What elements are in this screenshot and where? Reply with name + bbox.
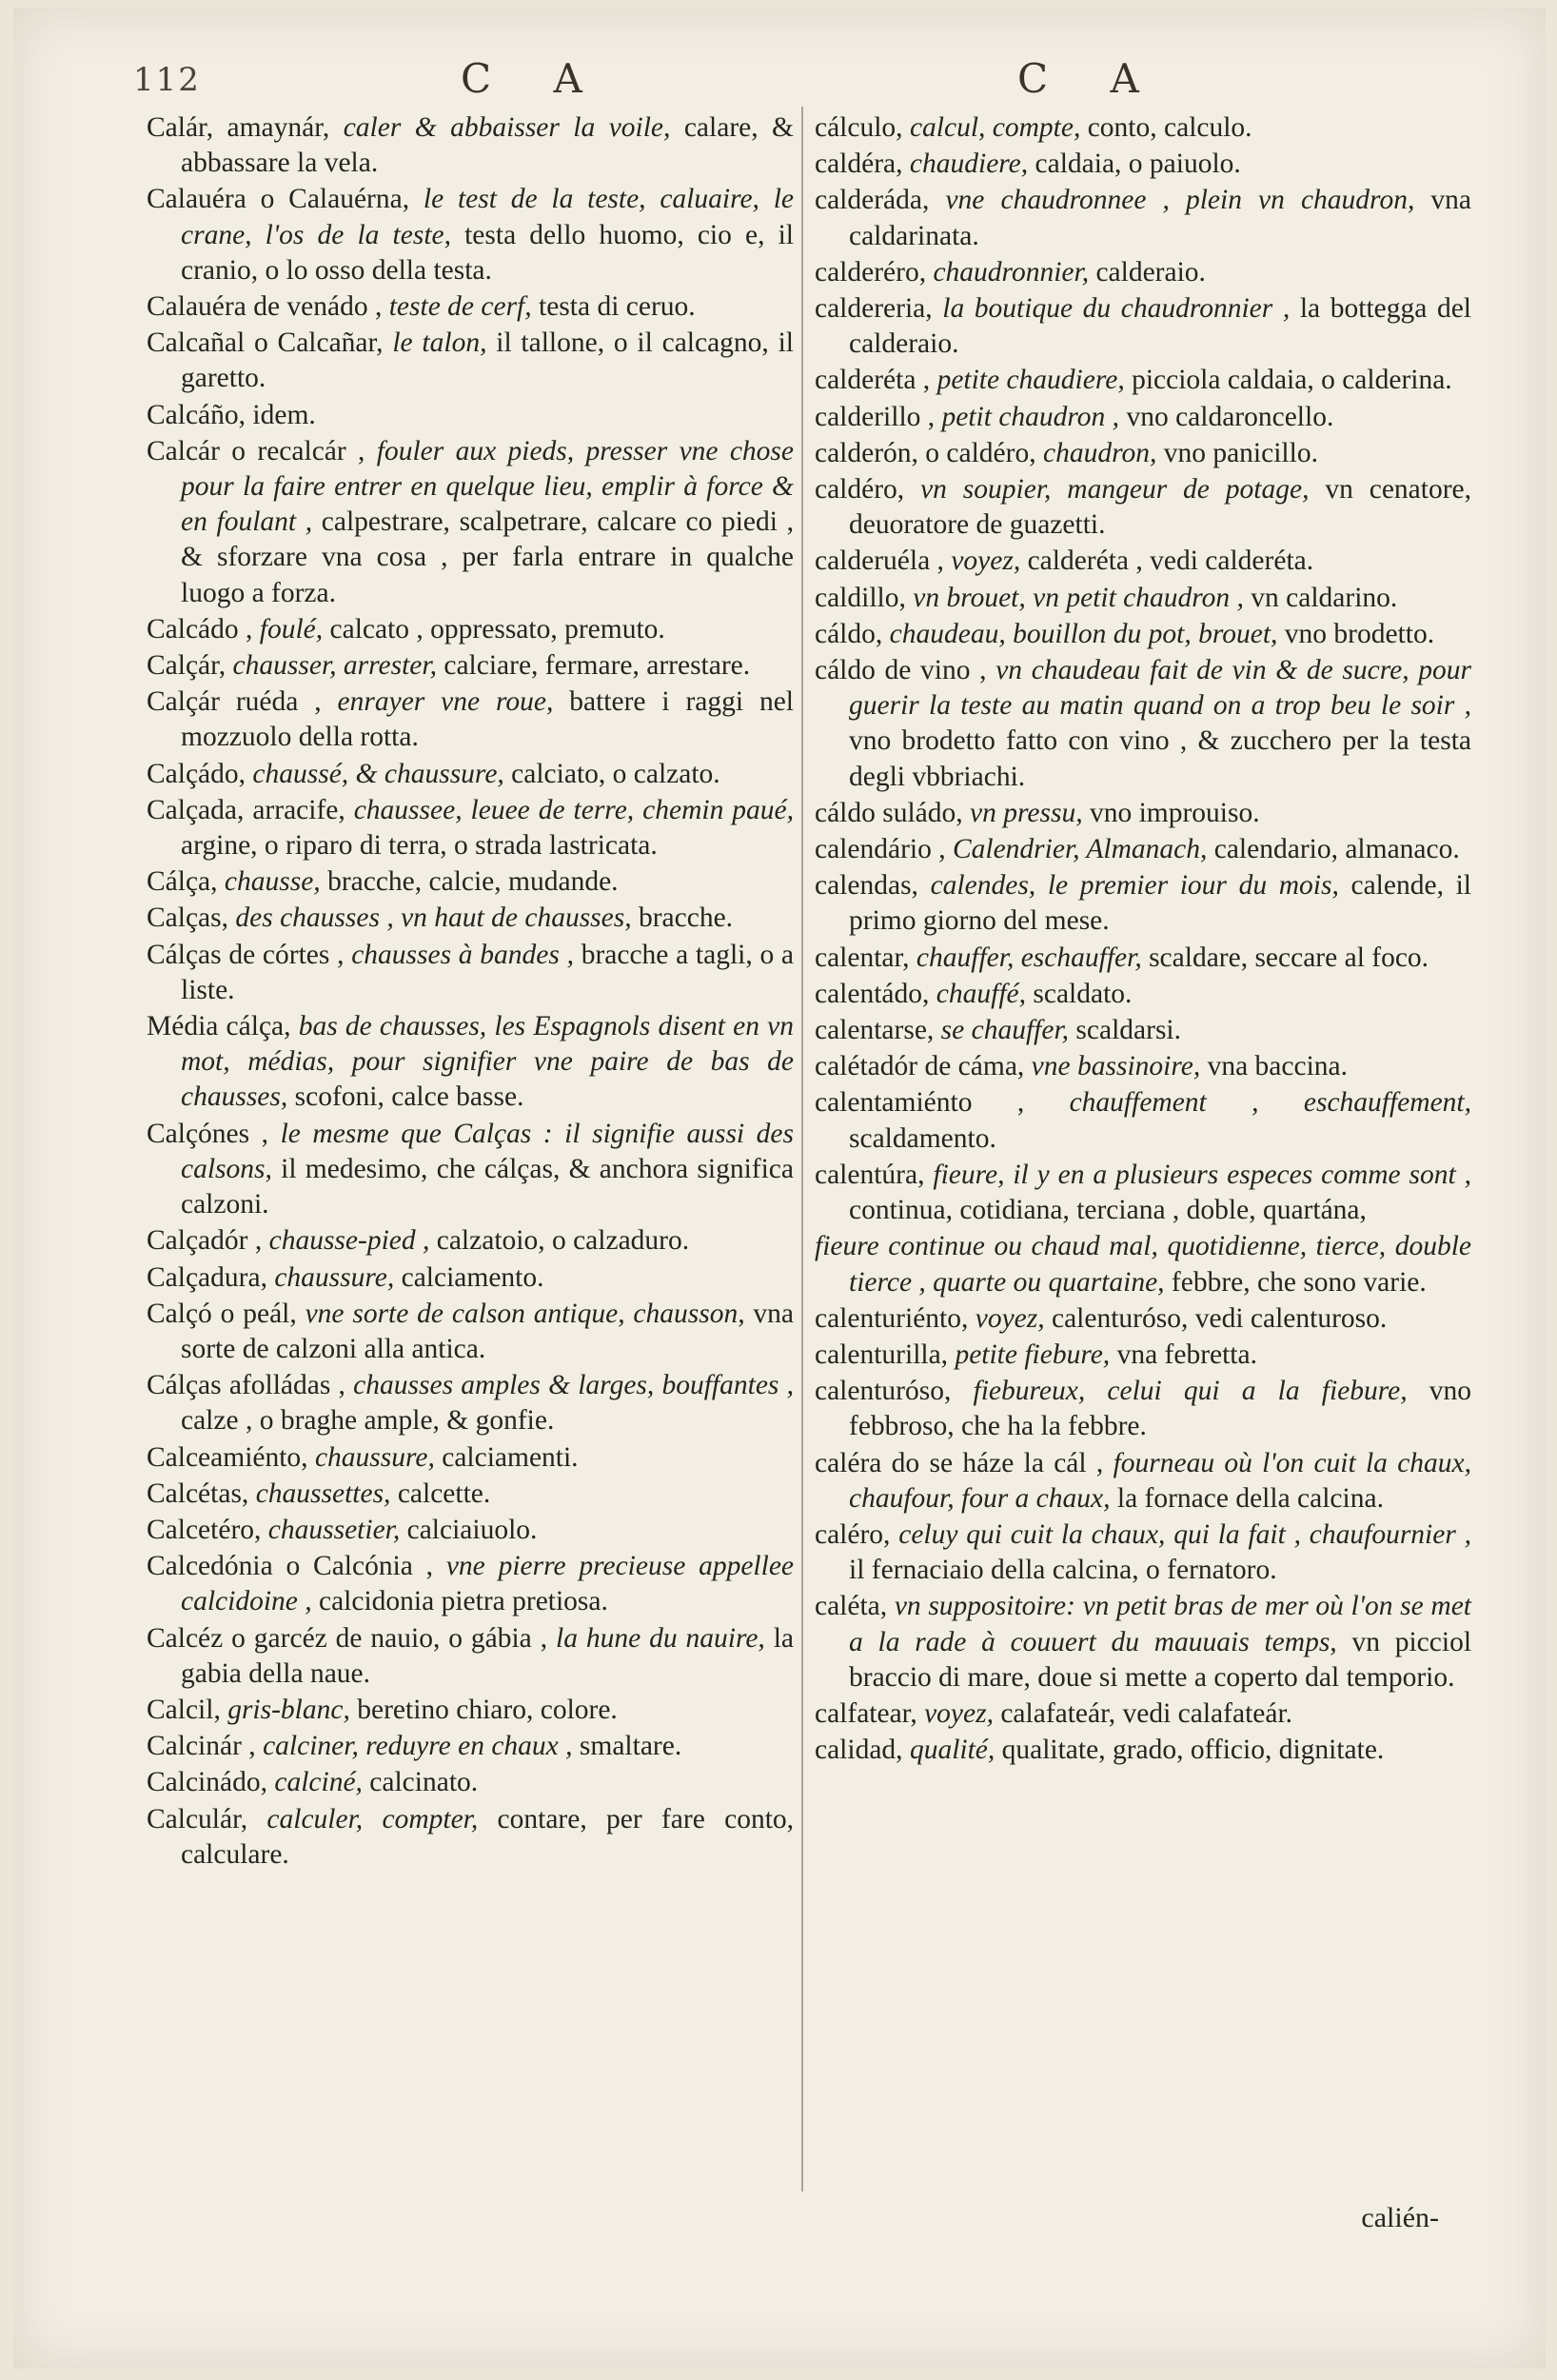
dictionary-entry — [815, 1301, 1471, 1337]
entry-french: vn pressu, — [970, 797, 1083, 828]
entry-headword: Calcañal o Calcañar, — [147, 327, 384, 359]
entry-french: vn suppositoire: vn petit bras de mer où l'on se met a la rade à couuert du mauuais temps, — [849, 1591, 1472, 1657]
entry-italian: testa dello huomo, cio e, il cranio, o lo osso della testa. — [181, 219, 794, 286]
entry-headword: calderáda, — [815, 185, 930, 216]
entry-italian: vno brodetto. — [1284, 618, 1435, 649]
entry-french: le talon, — [392, 327, 487, 359]
dictionary-entry — [815, 472, 1471, 543]
entry-italian: bracche. — [638, 902, 734, 934]
entry-headword: caldillo, — [815, 582, 906, 613]
entry-headword: cálculo, — [815, 112, 903, 143]
entry-french: chaussure, — [274, 1261, 395, 1293]
entry-italian: febbre, che sono varie. — [1171, 1266, 1427, 1298]
entry-italian: calcidonia pietra pretiosa. — [319, 1586, 608, 1617]
entry-italian: vno febbroso, che ha la febbre. — [849, 1376, 1472, 1442]
dictionary-entry — [147, 1802, 794, 1873]
dictionary-entry — [815, 617, 1471, 652]
entry-italian: picciola caldaia, o calderina. — [1132, 365, 1452, 396]
entry-italian: calzatoio, o calzaduro. — [436, 1225, 690, 1257]
entry-french: gris-blanc, — [227, 1694, 350, 1725]
entry-headword: calfatear, — [815, 1697, 917, 1729]
entry-french: chausse-pied , — [268, 1225, 430, 1257]
entry-headword: calidad, — [815, 1735, 903, 1766]
entry-headword: Calçár ruéda , — [147, 686, 322, 718]
dictionary-entry — [815, 1517, 1471, 1588]
dictionary-entry — [815, 1696, 1471, 1732]
entry-italian: continua, cotidiana, terciana , doble, quartána, — [849, 1195, 1367, 1226]
dictionary-entry — [815, 363, 1471, 398]
entry-italian: la gabia della naue. — [181, 1622, 795, 1689]
entry-french: chaussettes, — [255, 1478, 391, 1509]
entry-headword: calenturiénto, — [815, 1302, 969, 1334]
entry-headword: calentar, — [815, 942, 910, 973]
entry-french: la boutique du chaudronnier , — [942, 293, 1291, 325]
dictionary-entry — [815, 1085, 1471, 1156]
entry-italian: la bottegga del calderaio. — [849, 293, 1471, 360]
entry-italian: il tallone, o il calcagno, il garetto. — [181, 327, 794, 394]
entry-italian: vn picciol braccio di mare, doue si mette a coperto dal temporio. — [849, 1626, 1472, 1693]
entry-headword: Calçadór , — [147, 1225, 263, 1257]
entry-french: le mesme que Calças : il signifie aussi des calsons, — [181, 1118, 794, 1184]
entry-headword: Calçár, — [147, 650, 227, 682]
dictionary-entry — [815, 1589, 1471, 1696]
entry-italian: calciamento. — [401, 1261, 544, 1293]
entry-italian: calderéta , vedi calderéta. — [1027, 545, 1314, 577]
entry-italian: vna caldarinata. — [849, 185, 1472, 251]
dictionary-entry — [815, 400, 1471, 435]
dictionary-entry — [815, 977, 1471, 1012]
entry-french: chausses à bandes , — [351, 939, 574, 970]
entry-headword: caléro, — [815, 1518, 891, 1550]
column-divider — [801, 107, 803, 2192]
dictionary-entry — [147, 1477, 794, 1512]
entry-italian: caldaia, o paiuolo. — [1035, 149, 1241, 180]
dictionary-entry — [815, 1229, 1471, 1299]
entry-french: se chauffer, — [940, 1015, 1070, 1046]
entry-headword: calentamiénto , — [815, 1087, 1025, 1119]
dictionary-entry — [815, 436, 1471, 471]
dictionary-entry — [815, 941, 1471, 976]
entry-french: qualité, — [909, 1735, 995, 1766]
entry-headword: cáldo de vino , — [815, 655, 987, 686]
entry-italian: qualitate, grado, officio, dignitate. — [1001, 1735, 1385, 1766]
entry-italian: calare, & abbassare la vela. — [181, 112, 794, 179]
entry-french: chaudron, — [1042, 437, 1157, 468]
entry-italian: scaldato. — [1033, 978, 1133, 1009]
entry-italian: argine, o riparo di terra, o strada lastricata. — [181, 830, 658, 862]
dictionary-entry — [147, 1549, 794, 1619]
entry-french: vn brouet, vn petit chaudron , — [913, 582, 1244, 613]
dictionary-entry — [815, 832, 1471, 867]
entry-french: bas de chausses, les Espagnols disent en vn mot, médias, pour signifier vne paire de bas de chausses, — [181, 1011, 795, 1113]
dictionary-entry — [147, 648, 794, 684]
dictionary-entry — [147, 793, 794, 863]
entry-italian: vna febretta. — [1116, 1339, 1257, 1370]
dictionary-entry — [147, 901, 794, 936]
entry-french: chauffement , eschauffement, — [1069, 1087, 1471, 1119]
entry-french: fouler aux pieds, presser vne chose pour la faire entrer en quelque lieu, emplir à force & en foulant , — [181, 435, 795, 538]
dictionary-entry — [147, 684, 794, 755]
entry-italian: la fornace della calcina. — [1116, 1482, 1384, 1514]
dictionary-entry — [147, 938, 794, 1008]
entry-italian: calze , o braghe ample, & gonfie. — [181, 1405, 555, 1437]
entry-headword: calderón, o caldéro, — [815, 437, 1036, 468]
entry-french: calciner, reduyre en chaux , — [263, 1731, 573, 1762]
entry-headword: Calcedónia o Calcónia , — [147, 1551, 434, 1582]
entry-french: caler & abbaisser la voile, — [343, 112, 671, 143]
entry-italian: vno brodetto fatto con vino , & zucchero per la testa degli vbbriachi. — [849, 725, 1471, 792]
entry-french: petite fiebure, — [955, 1339, 1111, 1370]
dictionary-entry — [147, 398, 794, 433]
entry-french: chaudiere, — [909, 149, 1029, 180]
entry-headword: calétadór de cáma, — [815, 1051, 1025, 1082]
entry-french: calciné, — [274, 1767, 363, 1798]
dictionary-entry — [147, 864, 794, 900]
entry-french: calcul, compte, — [909, 112, 1081, 143]
dictionary-entry — [815, 868, 1471, 939]
entry-italian: vna baccina. — [1207, 1051, 1348, 1082]
dictionary-entry — [147, 1765, 794, 1800]
entry-french: chaussee, leuee de terre, chemin paué, — [353, 794, 794, 825]
entry-italian: vno panicillo. — [1163, 437, 1318, 468]
entry-french: celuy qui cuit la chaux, qui la fait , chaufournier , — [898, 1518, 1472, 1550]
entry-headword: cáldo, — [815, 618, 883, 649]
entry-italian: vna sorte de calzoni alla antica. — [181, 1298, 795, 1364]
entry-french: petit chaudron , — [941, 401, 1120, 432]
entry-italian: scaldare, seccare al foco. — [1149, 942, 1429, 973]
entry-headword: calentúra, — [815, 1159, 925, 1190]
entry-headword: caldéro, — [815, 474, 905, 506]
entry-headword: Calcinár , — [147, 1731, 256, 1762]
dictionary-page — [13, 8, 1546, 2369]
entry-headword: Calcil, — [147, 1694, 221, 1725]
entry-french: vn chaudeau fait de vin & de sucre, pour guerir la teste au matin quand on a trop beu le soir , — [849, 655, 1471, 722]
entry-italian: conto, calculo. — [1087, 112, 1252, 143]
entry-italian: calendario, almanaco. — [1213, 834, 1460, 865]
dictionary-entry — [815, 291, 1471, 362]
dictionary-entry — [815, 1374, 1471, 1444]
dictionary-entry — [815, 110, 1471, 146]
entry-headword: calderéta , — [815, 365, 931, 396]
dictionary-entry — [815, 183, 1471, 253]
entry-headword: caléra do se háze la cál , — [815, 1447, 1104, 1478]
entry-headword: calentarse, — [815, 1015, 935, 1046]
entry-headword: calderuéla , — [815, 545, 944, 577]
entry-french: foulé, — [259, 613, 324, 645]
entry-italian: calciaiuolo. — [406, 1514, 538, 1545]
entry-headword: Calçónes , — [147, 1118, 269, 1149]
entry-italian: vn cenatore, deuoratore de guazetti. — [849, 474, 1471, 541]
entry-italian: vn caldarino. — [1251, 582, 1398, 613]
entry-italian: calende, il primo giorno del mese. — [849, 870, 1471, 937]
dictionary-entry — [147, 1440, 794, 1476]
entry-french: chaussetier, — [267, 1514, 401, 1545]
dictionary-entry — [147, 1621, 794, 1692]
entry-italian: calcato , oppressato, premuto. — [329, 613, 665, 645]
entry-headword: Cálças de córtes , — [147, 939, 345, 970]
right-column-heading: C A — [1017, 55, 1164, 102]
left-column — [147, 110, 794, 1874]
dictionary-entry — [147, 1260, 794, 1296]
entry-headword: Calcétas, — [147, 1478, 249, 1509]
entry-french: vne bassinoire, — [1031, 1051, 1201, 1082]
page-number: 112 — [133, 61, 201, 99]
dictionary-entry — [147, 1009, 794, 1116]
entry-french: teste de cerf, — [388, 291, 532, 323]
entry-headword: calendário , — [815, 834, 946, 865]
dictionary-entry — [815, 653, 1471, 795]
dictionary-entry — [147, 326, 794, 396]
entry-french: voyez, — [924, 1697, 994, 1729]
dictionary-entry — [147, 1513, 794, 1548]
entry-french: fourneau où l'on cuit la chaux, chaufour, four a chaux, — [849, 1447, 1472, 1514]
entry-headword: calendas, — [815, 870, 918, 902]
entry-headword: Calcetéro, — [147, 1514, 262, 1545]
entry-italian: calenturóso, vedi calenturoso. — [1052, 1302, 1388, 1334]
entry-italian: testa di ceruo. — [539, 291, 696, 323]
entry-italian: vno improuiso. — [1089, 797, 1260, 828]
dictionary-entry — [147, 757, 794, 792]
entry-french: chaudronnier, — [933, 256, 1090, 288]
entry-french: fieure, il y en a plusieurs especes comme sont , — [933, 1159, 1472, 1190]
dictionary-entry — [147, 1223, 794, 1259]
entry-french: vne pierre precieuse appellee calcidoine , — [181, 1551, 795, 1617]
entry-italian: scaldarsi. — [1075, 1015, 1182, 1046]
entry-italian: il fernaciaio della calcina, o fernatoro. — [849, 1555, 1277, 1586]
entry-headword: Cálças afolládas , — [147, 1370, 345, 1401]
entry-headword: Calças, — [147, 902, 229, 934]
entry-headword: caldéra, — [815, 149, 903, 180]
dictionary-entry — [815, 796, 1471, 831]
dictionary-entry — [815, 1733, 1471, 1768]
entry-french: fiebureux, celui qui a la fiebure, — [973, 1376, 1408, 1407]
entry-french: le test de la teste, caluaire, le crane, l'os de la teste, — [181, 184, 795, 250]
dictionary-entry — [815, 1446, 1471, 1517]
entry-headword: Calçadura, — [147, 1261, 267, 1293]
entry-headword: Calceamiénto, — [147, 1441, 308, 1473]
entry-headword: caldereria, — [815, 293, 933, 325]
entry-italian: contare, per fare conto, calculare. — [181, 1803, 795, 1870]
entry-french: chauffer, eschauffer, — [916, 942, 1142, 973]
dictionary-entry — [147, 1693, 794, 1728]
entry-french: la hune du nauire, — [556, 1622, 765, 1654]
entry-french: chausses amples & larges, bouffantes , — [353, 1370, 794, 1401]
entry-headword: calenturilla, — [815, 1339, 949, 1370]
entry-french: enrayer vne roue, — [337, 686, 554, 718]
entry-italian: scofoni, calce basse. — [294, 1081, 524, 1113]
entry-headword: Calauéra o Calauérna, — [147, 184, 410, 215]
entry-headword: calenturóso, — [815, 1376, 952, 1407]
left-column-heading: C A — [461, 55, 607, 102]
entry-french: chauffé, — [936, 978, 1026, 1009]
entry-italian: calciare, fermare, arrestare. — [443, 650, 751, 682]
entry-italian: calciato, o calzato. — [511, 758, 720, 789]
entry-italian: battere i raggi nel mozzuolo della rotta. — [181, 686, 794, 753]
dictionary-entry — [815, 1338, 1471, 1373]
entry-headword: Calçádo, — [147, 758, 246, 789]
entry-headword: calderillo , — [815, 401, 936, 432]
dictionary-entry — [815, 1049, 1471, 1084]
entry-italian: beretino chiaro, colore. — [357, 1694, 618, 1725]
entry-italian: calafateár, vedi calafateár. — [1000, 1697, 1293, 1729]
entry-headword: Calçada, arracife, — [147, 794, 345, 825]
catchword: calién- — [1361, 2202, 1439, 2233]
entry-headword: Calár, amaynár, — [147, 112, 330, 143]
entry-headword: calderéro, — [815, 256, 927, 288]
dictionary-entry — [147, 1368, 794, 1438]
entry-headword: Calcár o recalcár , — [147, 435, 365, 466]
entry-french: voyez, — [951, 545, 1021, 577]
entry-italian: bracche, calcie, mudande. — [327, 866, 619, 898]
dictionary-entry — [147, 1729, 794, 1764]
dictionary-entry — [815, 1158, 1471, 1228]
entry-french: vne sorte de calson antique, chausson, — [305, 1298, 745, 1329]
entry-headword: Calcáño, idem. — [147, 399, 316, 430]
entry-french: des chausses , vn haut de chausses, — [235, 902, 632, 934]
entry-headword: Cálça, — [147, 866, 218, 898]
entry-french: calculer, compter, — [266, 1803, 479, 1835]
dictionary-entry — [815, 147, 1471, 182]
entry-italian: calderaio. — [1095, 256, 1206, 288]
entry-french: chausse, — [224, 866, 321, 898]
dictionary-entry — [147, 1117, 794, 1223]
entry-italian: calpestrare, scalpetrare, calcare co piedi , & sforzare vna cosa , per farla entrare in qualche luogo a forza. — [181, 506, 795, 608]
entry-headword: Média cálça, — [147, 1011, 291, 1042]
entry-french: voyez, — [975, 1302, 1045, 1334]
entry-italian: calcinato. — [369, 1767, 479, 1798]
right-column — [815, 110, 1471, 1769]
entry-italian: il medesimo, che cálças, & anchora significa calzoni. — [181, 1153, 794, 1220]
dictionary-entry — [815, 544, 1471, 579]
entry-french: vne chaudronnee , plein vn chaudron, — [945, 185, 1415, 216]
dictionary-entry — [147, 1297, 794, 1367]
entry-french: petite chaudiere, — [936, 365, 1125, 396]
entry-headword: Calauéra de venádo , — [147, 291, 383, 323]
dictionary-entry — [147, 612, 794, 647]
entry-french: chaussé, & chaussure, — [252, 758, 504, 789]
entry-headword: cáldo suládo, — [815, 797, 963, 828]
entry-headword: calentádo, — [815, 978, 930, 1009]
dictionary-entry — [815, 581, 1471, 616]
entry-italian: vno caldaroncello. — [1126, 401, 1334, 432]
entry-french: Calendrier, Almanach, — [952, 834, 1208, 865]
entry-italian: scaldamento. — [849, 1122, 996, 1154]
dictionary-entry — [815, 255, 1471, 290]
dictionary-entry — [147, 182, 794, 288]
entry-italian: calciamenti. — [442, 1441, 579, 1473]
entry-headword: Calcéz o garcéz de nauio, o gábia , — [147, 1622, 548, 1654]
entry-italian: bracche a tagli, o a liste. — [181, 939, 795, 1005]
entry-headword: Calculár, — [147, 1803, 248, 1835]
dictionary-entry — [147, 434, 794, 611]
entry-italian: calcette. — [397, 1478, 491, 1509]
entry-french: chaudeau, bouillon du pot, brouet, — [889, 618, 1278, 649]
running-header — [13, 55, 1546, 118]
entry-french: fieure continue ou chaud mal, quotidienne, tierce, double tierce , quarte ou quartaine, — [815, 1231, 1471, 1298]
dictionary-entry — [147, 289, 794, 325]
dictionary-entry — [147, 110, 794, 181]
entry-headword: Calçó o peál, — [147, 1298, 297, 1329]
entry-headword: caléta, — [815, 1591, 888, 1622]
entry-headword: Calcádo , — [147, 613, 253, 645]
entry-french: chausser, arrester, — [232, 650, 437, 682]
entry-french: chaussure, — [314, 1441, 435, 1473]
entry-italian: smaltare. — [579, 1731, 682, 1762]
entry-french: vn soupier, mangeur de potage, — [920, 474, 1310, 506]
entry-french: calendes, le premier iour du mois, — [930, 870, 1339, 902]
dictionary-entry — [815, 1013, 1471, 1048]
entry-headword: Calcinádo, — [147, 1767, 267, 1798]
